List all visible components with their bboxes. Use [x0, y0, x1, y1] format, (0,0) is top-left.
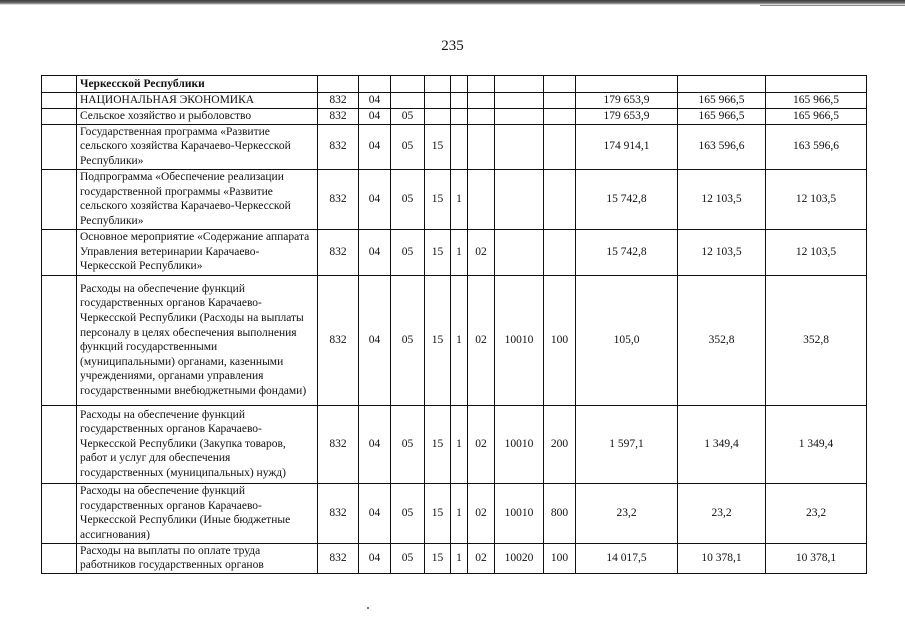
code-cell: 10010	[495, 405, 544, 483]
row-blank-cell	[42, 76, 77, 93]
code-cell: 05	[391, 124, 425, 169]
code-cell: 10010	[495, 483, 544, 543]
code-cell	[544, 169, 576, 229]
row-name-cell: Расходы на обеспечение функций государственных органов Карачаево-Черкесской Республики (Закупка товаров, работ и услуг для обеспечения государственных (муниципальных) нужд)	[77, 405, 318, 483]
row-name-cell: Государственная программа «Развитие сельского хозяйства Карачаево-Черкесской Республики»	[77, 124, 318, 169]
code-cell: 02	[468, 275, 495, 405]
amount-cell: 174 914,1	[576, 124, 678, 169]
code-cell: 15	[425, 483, 451, 543]
amount-cell: 1 349,4	[678, 405, 766, 483]
code-cell: 832	[318, 108, 359, 124]
table-row	[42, 483, 867, 543]
code-cell: 04	[359, 229, 391, 275]
code-cell: 10010	[495, 275, 544, 405]
code-cell: 10020	[495, 543, 544, 573]
code-cell	[468, 108, 495, 124]
code-cell: 02	[468, 229, 495, 275]
code-cell	[544, 108, 576, 124]
code-cell: 832	[318, 169, 359, 229]
table-row	[42, 543, 867, 573]
code-cell: 1	[451, 275, 468, 405]
code-cell	[544, 229, 576, 275]
code-cell	[495, 229, 544, 275]
row-name-cell: Сельское хозяйство и рыболовство	[77, 108, 318, 124]
table-row	[42, 93, 867, 109]
code-cell	[544, 124, 576, 169]
code-cell: 05	[391, 169, 425, 229]
code-cell	[391, 93, 425, 109]
amount-cell: 165 966,5	[766, 108, 867, 124]
code-cell: 800	[544, 483, 576, 543]
code-cell: 04	[359, 124, 391, 169]
code-cell	[451, 93, 468, 109]
amount-cell: 10 378,1	[766, 543, 867, 573]
code-cell: 200	[544, 405, 576, 483]
code-cell: 04	[359, 405, 391, 483]
code-cell: 1	[451, 169, 468, 229]
table-row	[42, 76, 867, 93]
table-row	[42, 229, 867, 275]
row-blank-cell	[42, 275, 77, 405]
code-cell: 04	[359, 108, 391, 124]
amount-cell: 23,2	[576, 483, 678, 543]
row-blank-cell	[42, 108, 77, 124]
amount-cell	[576, 76, 678, 93]
row-blank-cell	[42, 483, 77, 543]
code-cell: 05	[391, 543, 425, 573]
code-cell: 15	[425, 275, 451, 405]
code-cell	[425, 76, 451, 93]
code-cell: 04	[359, 275, 391, 405]
amount-cell: 14 017,5	[576, 543, 678, 573]
row-blank-cell	[42, 93, 77, 109]
code-cell: 15	[425, 405, 451, 483]
code-cell: 15	[425, 124, 451, 169]
code-cell	[451, 108, 468, 124]
row-name-cell: Подпрограмма «Обеспечение реализации государственной программы «Развитие сельского хозяйства Карачаево-Черкесской Республики»	[77, 169, 318, 229]
table-row	[42, 124, 867, 169]
amount-cell: 163 596,6	[766, 124, 867, 169]
amount-cell: 15 742,8	[576, 169, 678, 229]
code-cell	[468, 124, 495, 169]
amount-cell: 179 653,9	[576, 93, 678, 109]
code-cell: 05	[391, 108, 425, 124]
code-cell: 832	[318, 483, 359, 543]
code-cell	[495, 124, 544, 169]
amount-cell: 12 103,5	[766, 169, 867, 229]
code-cell: 02	[468, 543, 495, 573]
code-cell	[468, 76, 495, 93]
code-cell: 832	[318, 229, 359, 275]
amount-cell: 12 103,5	[678, 169, 766, 229]
scan-speck	[367, 607, 369, 609]
code-cell: 04	[359, 543, 391, 573]
amount-cell: 12 103,5	[766, 229, 867, 275]
code-cell	[359, 76, 391, 93]
amount-cell: 165 966,5	[678, 108, 766, 124]
row-name-cell: Расходы на обеспечение функций государственных органов Карачаево-Черкесской Республики (Иные бюджетные ассигнования)	[77, 483, 318, 543]
code-cell	[544, 93, 576, 109]
code-cell	[495, 169, 544, 229]
amount-cell: 165 966,5	[766, 93, 867, 109]
table-row	[42, 405, 867, 483]
code-cell: 1	[451, 229, 468, 275]
row-blank-cell	[42, 169, 77, 229]
code-cell	[318, 76, 359, 93]
code-cell: 05	[391, 483, 425, 543]
amount-cell: 179 653,9	[576, 108, 678, 124]
amount-cell: 1 597,1	[576, 405, 678, 483]
code-cell: 05	[391, 275, 425, 405]
row-blank-cell	[42, 405, 77, 483]
code-cell: 15	[425, 543, 451, 573]
amount-cell: 1 349,4	[766, 405, 867, 483]
code-cell: 15	[425, 229, 451, 275]
code-cell	[451, 76, 468, 93]
code-cell: 1	[451, 543, 468, 573]
amount-cell: 352,8	[678, 275, 766, 405]
scan-edge-line	[760, 5, 905, 6]
table-row	[42, 275, 867, 405]
amount-cell: 10 378,1	[678, 543, 766, 573]
code-cell: 04	[359, 93, 391, 109]
row-name-cell: НАЦИОНАЛЬНАЯ ЭКОНОМИКА	[77, 93, 318, 109]
code-cell	[495, 108, 544, 124]
table-body	[42, 76, 867, 574]
code-cell: 1	[451, 483, 468, 543]
row-blank-cell	[42, 124, 77, 169]
code-cell: 100	[544, 275, 576, 405]
code-cell	[425, 93, 451, 109]
code-cell: 832	[318, 124, 359, 169]
amount-cell: 352,8	[766, 275, 867, 405]
code-cell: 05	[391, 405, 425, 483]
amount-cell: 15 742,8	[576, 229, 678, 275]
code-cell: 832	[318, 275, 359, 405]
code-cell: 05	[391, 229, 425, 275]
code-cell	[544, 76, 576, 93]
code-cell	[495, 76, 544, 93]
row-blank-cell	[42, 543, 77, 573]
amount-cell	[766, 76, 867, 93]
code-cell	[451, 124, 468, 169]
code-cell: 832	[318, 543, 359, 573]
row-blank-cell	[42, 229, 77, 275]
code-cell: 1	[451, 405, 468, 483]
code-cell	[425, 108, 451, 124]
code-cell	[468, 93, 495, 109]
amount-cell: 105,0	[576, 275, 678, 405]
budget-table	[41, 75, 867, 574]
page-number: 235	[441, 38, 464, 54]
amount-cell: 12 103,5	[678, 229, 766, 275]
code-cell: 04	[359, 483, 391, 543]
row-name-cell: Черкесской Республики	[77, 76, 318, 93]
amount-cell: 165 966,5	[678, 93, 766, 109]
code-cell: 02	[468, 405, 495, 483]
code-cell: 02	[468, 483, 495, 543]
row-name-cell: Расходы на обеспечение функций государственных органов Карачаево-Черкесской Республики (Расходы на выплаты персоналу в целях обеспечения выполнения функций государственными (муниципальными) органами, казенными учреждениями, органами управления государственными внебюджетными фондами)	[77, 275, 318, 405]
code-cell: 04	[359, 169, 391, 229]
code-cell: 832	[318, 405, 359, 483]
code-cell	[391, 76, 425, 93]
row-name-cell: Основное мероприятие «Содержание аппарата Управления ветеринарии Карачаево-Черкесской Республики»	[77, 229, 318, 275]
code-cell: 100	[544, 543, 576, 573]
code-cell: 15	[425, 169, 451, 229]
row-name-cell: Расходы на выплаты по оплате труда работников государственных органов	[77, 543, 318, 573]
amount-cell: 23,2	[678, 483, 766, 543]
amount-cell: 163 596,6	[678, 124, 766, 169]
code-cell	[495, 93, 544, 109]
code-cell: 832	[318, 93, 359, 109]
code-cell	[468, 169, 495, 229]
table-row	[42, 108, 867, 124]
amount-cell: 23,2	[766, 483, 867, 543]
table-row	[42, 169, 867, 229]
amount-cell	[678, 76, 766, 93]
